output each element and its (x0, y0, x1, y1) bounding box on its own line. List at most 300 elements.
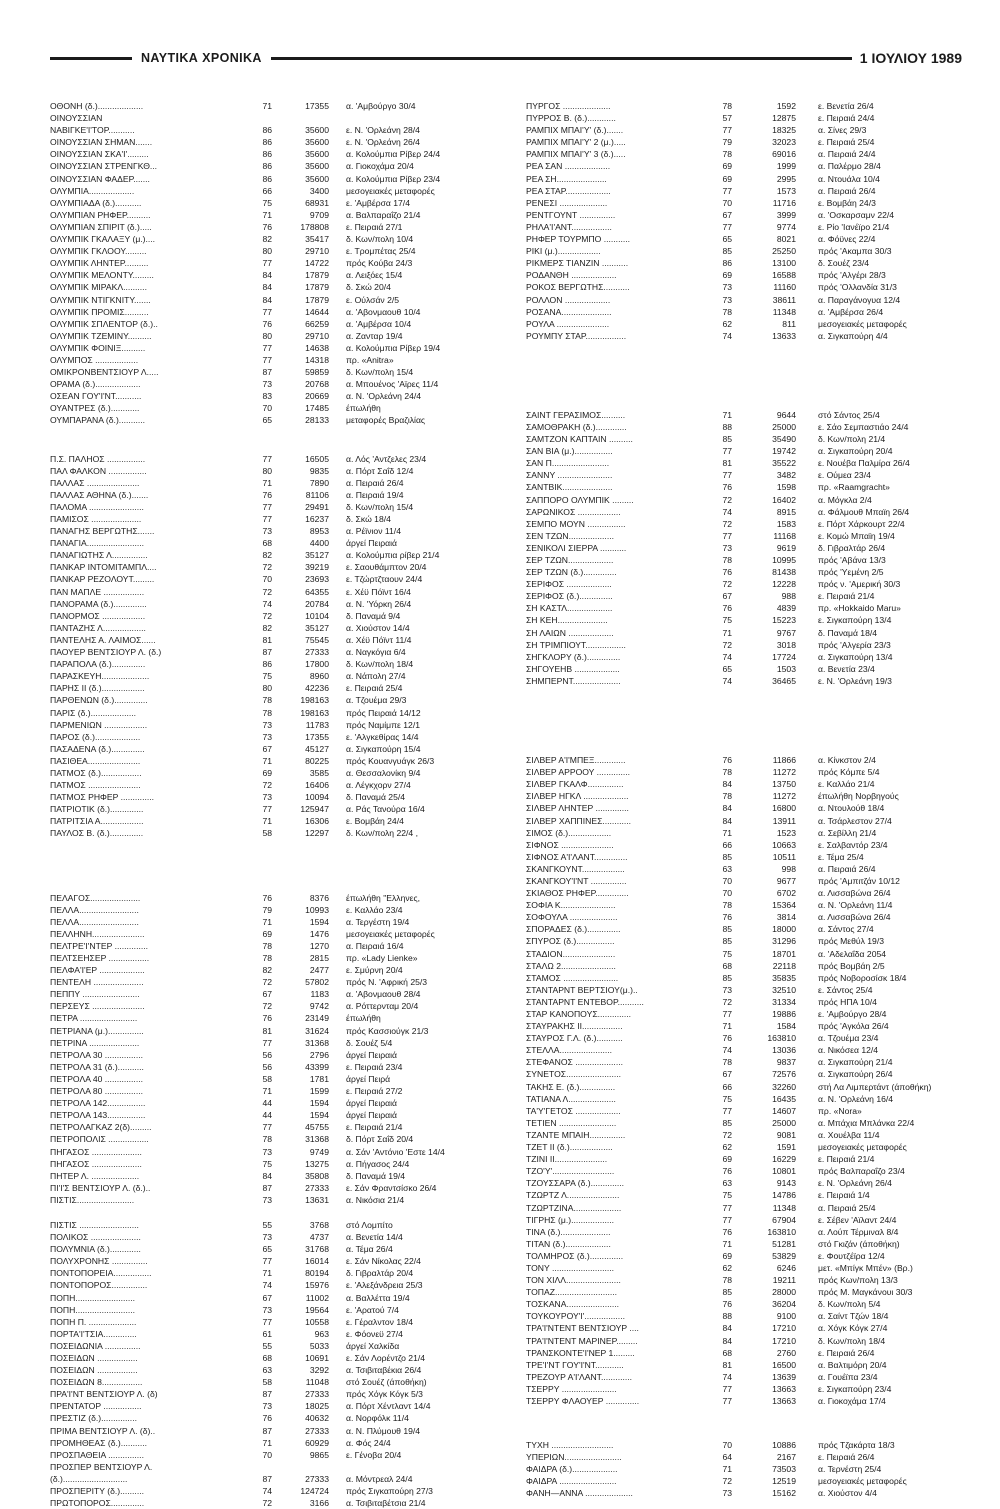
ship-name: ΟΛΥΜΠΙΚ ΠΡΟΜΙΣ.......... (50, 306, 149, 317)
tonnage: 27333 (305, 1389, 329, 1400)
ship-row (50, 1461, 466, 1473)
ship-location: α. Λέγκχορν 27/4 (346, 780, 411, 791)
ship-row (526, 1020, 966, 1032)
ship-row (526, 639, 966, 651)
tonnage: 68931 (305, 197, 329, 208)
tonnage: 80194 (305, 1268, 329, 1279)
tonnage: 66259 (305, 318, 329, 329)
ship-location: ε. Πειραιά 26/4 (818, 1452, 875, 1463)
build-year: 77 (722, 1383, 732, 1394)
tonnage: 2477 (309, 965, 329, 976)
ship-row (526, 269, 966, 281)
ship-location: δ. Κων/πολη 10/4 (346, 234, 414, 245)
ship-location: α. Πειραιά 26/4 (818, 185, 876, 196)
tonnage: 13639 (772, 1371, 796, 1382)
ship-name: ΠΕΤΡΟΠΟΛΙΣ ................. (50, 1134, 149, 1145)
tonnage: 53829 (772, 1250, 796, 1261)
ship-location: πρός Σιγκαπούρη 27/3 (346, 1486, 433, 1497)
tonnage: 43399 (305, 1061, 329, 1072)
ship-location: α. 'Αμβέρσα 10/4 (346, 318, 412, 329)
tonnage: 17210 (772, 1335, 796, 1346)
right-ship-column (526, 100, 966, 1500)
tonnage: 8376 (309, 892, 329, 903)
ship-row (526, 651, 966, 663)
build-year: 70 (262, 403, 272, 414)
ship-location: ε. Καλλάο 21/4 (818, 779, 875, 790)
ship-row (50, 1061, 466, 1073)
ship-row (526, 778, 966, 790)
ship-location: ε. Σαλβαντόρ 23/4 (818, 839, 888, 850)
ship-row (50, 892, 466, 904)
ship-location: στή Λα Λιμπερτάντ (άποθήκη) (818, 1081, 932, 1092)
build-year: 74 (262, 598, 272, 609)
ship-row (50, 1121, 466, 1133)
tonnage: 1594 (309, 916, 329, 927)
ship-name: ΤΖΟΥΣΣΑΡΑ (δ.).............. (526, 1178, 625, 1189)
build-year: 77 (722, 1105, 732, 1116)
build-year: 72 (262, 586, 272, 597)
ship-name: ΠΑΝΚΑΡ ΡΕΖΟΛΟΥΤ......... (50, 574, 155, 585)
ship-location: ε. Σάν Νίκολας 22/4 (346, 1256, 421, 1267)
ship-row (526, 245, 966, 257)
tonnage: 163810 (767, 1226, 796, 1237)
ship-row (526, 911, 966, 923)
ship-location: πρός 'Ακαμπα 30/3 (818, 246, 892, 257)
ship-row (50, 682, 466, 694)
ship-location: πρ. «Hokkaido Maru» (818, 603, 901, 614)
build-year: 87 (262, 1182, 272, 1193)
tonnage: 9837 (776, 1057, 796, 1068)
build-year: 70 (262, 1449, 272, 1460)
tonnage: 67904 (772, 1214, 796, 1225)
ship-row (526, 1056, 966, 1068)
build-year: 78 (262, 707, 272, 718)
tonnage: 16402 (772, 494, 796, 505)
ship-row (50, 197, 466, 209)
tonnage: 198163 (300, 707, 329, 718)
ship-name: ΠΙΣΤΙΣ........................ (50, 1194, 135, 1205)
tonnage: 125947 (300, 804, 329, 815)
ship-name: ΠΡΙΜΑ ΒΕΝΤΣΙΟΥΡ Λ. (δ).. (50, 1425, 156, 1436)
ship-name: ΠΟΠΗ......................... (50, 1292, 135, 1303)
ship-name: ΠΑΛ ΦΑΛΚΟΝ ................ (50, 465, 147, 476)
ship-row (50, 1267, 466, 1279)
tonnage: 2167 (776, 1452, 796, 1463)
ship-location: α. Ντουλούθ 18/4 (818, 803, 885, 814)
ship-location: πρός ν. 'Αμερική 30/3 (818, 579, 901, 590)
ship-row (50, 904, 466, 916)
tonnage: 4839 (776, 603, 796, 614)
tonnage: 29710 (305, 246, 329, 257)
ship-row (526, 1451, 966, 1463)
build-year: 65 (722, 663, 732, 674)
ship-location: πρός 'Αβάνα 13/3 (818, 555, 886, 565)
ship-location: δ. Κων/πολη 21/4 (818, 434, 886, 445)
build-year: 77 (262, 306, 272, 317)
tonnage: 15364 (772, 900, 796, 911)
ship-row (50, 124, 466, 136)
ship-name: ΠΑΡΗΣ ΙΙ (δ.).................. (50, 683, 145, 694)
tonnage: 3814 (776, 912, 796, 923)
tonnage: 10094 (305, 792, 329, 803)
ship-name: ΠΑΝΑΓΙΩΤΗΣ Λ............... (50, 550, 148, 561)
ship-name: ΟΛΥΜΠΙΑΔΑ (δ.)........... (50, 197, 142, 208)
build-year: 85 (722, 434, 732, 445)
ship-row (50, 694, 466, 706)
tonnage: 16237 (305, 514, 329, 524)
ship-name: ΟΛΥΜΠΙΚ ΣΠΛΕΝΤΟΡ (δ.).. (50, 318, 158, 329)
ship-name: ΠΑΝΚΑΡ ΙΝΤΟΜΙΤΑΜΠΛ.... (50, 562, 157, 573)
ship-name: ΠΟΛΙΚΟΣ ..................... (50, 1232, 141, 1243)
ship-location: πρός Ν. 'Αφρική 25/3 (346, 977, 428, 988)
ship-row (50, 537, 466, 549)
ship-row (50, 586, 466, 598)
build-year: 84 (262, 294, 272, 305)
ship-name: ΣΤΑΛΩ 2....................... (526, 960, 616, 971)
ship-name: ΣΤΑΥΡΑΚΗΣ ΙΙ................. (526, 1021, 623, 1032)
ship-name: ΠΕΤΡΙΝΑ ..................... (50, 1037, 140, 1048)
ship-row (526, 1032, 966, 1044)
ship-row (526, 318, 966, 330)
ship-row (526, 1274, 966, 1286)
tonnage: 18025 (305, 1401, 329, 1412)
ship-location: ε. Πειραιά 26/4 (818, 1347, 875, 1358)
build-year: 75 (262, 1158, 272, 1169)
tonnage: 10511 (772, 851, 796, 862)
ship-row (526, 802, 966, 814)
tonnage: 10104 (305, 610, 329, 621)
build-year: 75 (722, 1093, 732, 1104)
ship-row (526, 984, 966, 996)
ship-row (50, 1340, 466, 1352)
build-year: 69 (722, 161, 732, 172)
ship-row (50, 100, 466, 112)
tonnage: 11168 (773, 530, 796, 541)
ship-name: ΡΟΚΟΣ ΒΕΡΓΩΤΗΣ........... (526, 282, 630, 293)
ship-name: ΠΕΠΠΥ ........................ (50, 989, 140, 1000)
ship-row (526, 1322, 966, 1334)
ship-row (50, 318, 466, 330)
ship-location: ε. Πειραιά 25/4 (346, 683, 403, 694)
build-year: 74 (722, 651, 732, 662)
ship-name: ΤΥΧΗ .......................... (526, 1440, 614, 1451)
tonnage: 9709 (309, 209, 329, 220)
tonnage: 35600 (305, 173, 329, 184)
ship-row (526, 1359, 966, 1371)
ship-name: ΠΕΤΡΟΛΑΓΚΑΖ 2(δ)......... (50, 1122, 152, 1133)
ship-name: ΣΠΥΡΟΣ (δ.)................ (526, 936, 615, 947)
tonnage: 1591 (776, 1142, 796, 1153)
build-year: 84 (262, 270, 272, 281)
ship-location: α. 'Αμβούργο 30/4 (346, 101, 416, 111)
ship-location: α. Πόρτ Σαΐδ 12/4 (346, 465, 414, 476)
build-year: 87 (262, 647, 272, 658)
ship-name: ΠΟΝΤΟΠΟΡΟΣ............... (50, 1280, 148, 1291)
ship-location: α. Μόγκλα 2/4 (818, 494, 872, 505)
tonnage: 1594 (309, 1098, 329, 1109)
ship-group (50, 892, 466, 1206)
ship-row (526, 233, 966, 245)
ship-row (50, 1255, 466, 1267)
tonnage: 11160 (773, 282, 796, 293)
header-rule-right (271, 57, 852, 60)
ship-name: ΡΕΝΕΣΙ .................... (526, 197, 608, 208)
tonnage: 51281 (772, 1238, 796, 1249)
build-year: 70 (722, 888, 732, 899)
tonnage: 9749 (309, 1146, 329, 1157)
ship-location: άργεί Πειραιά (346, 1098, 397, 1109)
tonnage: 1999 (776, 161, 796, 172)
ship-location: ε. Ούμεα 23/4 (818, 470, 871, 481)
tonnage: 16800 (772, 803, 796, 814)
tonnage: 4737 (309, 1232, 329, 1243)
ship-name: ΡΟΥΜΠΥ ΣΤΑΡ................. (526, 330, 627, 341)
tonnage: 3018 (776, 639, 796, 650)
ship-location: μεταφορές Βραζιλίας (346, 415, 426, 426)
tonnage: 198163 (300, 695, 329, 706)
build-year: 73 (262, 1232, 272, 1243)
ship-row (50, 453, 466, 465)
ship-location: ε. Ν. 'Ορλεάνη 26/4 (346, 137, 420, 148)
ship-location: ε. Γένοβα 20/4 (346, 1449, 402, 1460)
build-year: 65 (722, 234, 732, 245)
ship-location: α. Τεργέστη 19/4 (346, 916, 410, 927)
tonnage: 9835 (309, 465, 329, 476)
ship-row (50, 1485, 466, 1497)
ship-row (526, 481, 966, 493)
tonnage: 28000 (772, 1287, 796, 1298)
tonnage: 178808 (300, 221, 329, 232)
ship-name: ΣΚΑΝΓΚΟΥ'Ι'ΝΤ ............... (526, 875, 627, 886)
ship-row (526, 675, 966, 687)
tonnage: 11716 (772, 197, 796, 208)
ship-location: πρός Κουανγυάγκ 26/3 (346, 755, 435, 766)
ship-location: α. Πειραιά 16/4 (346, 940, 404, 951)
tonnage: 16306 (305, 816, 329, 827)
build-year: 67 (722, 209, 732, 220)
ship-row (50, 1109, 466, 1121)
build-year: 72 (722, 518, 732, 529)
ship-name: ΠΟΣΕΙΔΩΝ ................. (50, 1365, 138, 1376)
ship-row (50, 1437, 466, 1449)
ship-location: α. Ν. Πλύμουθ 19/4 (346, 1425, 421, 1436)
ship-name: ΠΟΠΗ Π. .................... (50, 1316, 137, 1327)
build-year: 55 (262, 1340, 272, 1351)
build-year: 77 (262, 354, 272, 365)
build-year: 81 (262, 634, 272, 645)
ship-name: ΠΑΟΥΕΡ ΒΕΝΤΣΙΟΥΡ Λ. (δ.) (50, 647, 162, 658)
ship-name: ΡΟΣΑΝΑ..................... (526, 306, 612, 317)
tonnage: 57802 (305, 977, 329, 988)
ship-location: πρός 'Αμπιτζάν 10/12 (818, 875, 900, 886)
build-year: 86 (262, 125, 272, 136)
ship-row (50, 610, 466, 622)
tonnage: 15976 (305, 1280, 329, 1291)
ship-location: άργεί Χαλκίδα (346, 1340, 400, 1351)
ship-name: ΠΟΛΥΜΝΙΑ (δ.)............. (50, 1244, 141, 1255)
ship-row (50, 1352, 466, 1364)
ship-location: ε. Σάο Σεμπαστιάο 24/4 (818, 421, 909, 432)
ship-location: α. Θεσσαλονίκη 9/4 (346, 767, 421, 778)
ship-row (50, 779, 466, 791)
ship-location: πρός 'Αλγερία 23/3 (818, 639, 891, 650)
build-year: 77 (722, 221, 732, 232)
ship-row (526, 602, 966, 614)
ship-row (50, 1097, 466, 1109)
ship-name: ΣΙΛΒΕΡ ΑΡΡΟΟΥ .............. (526, 767, 631, 778)
ship-row (526, 469, 966, 481)
ship-name: ΡΟΛΛΟΝ ................... (526, 294, 611, 305)
ship-row (50, 136, 466, 148)
tonnage: 25000 (772, 1117, 796, 1128)
tonnage: 75545 (305, 634, 329, 645)
tonnage: 17355 (305, 731, 329, 742)
tonnage: 35600 (305, 149, 329, 160)
tonnage: 35600 (305, 125, 329, 136)
ship-row (50, 598, 466, 610)
build-year: 66 (722, 1081, 732, 1092)
ship-row (50, 281, 466, 293)
ship-name: ΣΠΟΡΑΔΕΣ (δ.).............. (526, 924, 621, 935)
ship-name: ΣΤΑΜΟΣ ....................... (526, 972, 619, 983)
ship-row (526, 590, 966, 602)
ship-row (526, 1335, 966, 1347)
tonnage: 31368 (305, 1037, 329, 1048)
build-year: 76 (722, 567, 732, 578)
build-year: 84 (722, 1323, 732, 1334)
ship-name: ΠΟΡΤΑ'Ι'ΤΣΙΑ.............. (50, 1328, 137, 1339)
ship-row (50, 622, 466, 634)
ship-location: α. Λούπ Τέρμιναλ 8/4 (818, 1226, 899, 1237)
ship-row (50, 791, 466, 803)
ship-location: άργεί Πειραιά (346, 1049, 397, 1060)
ship-location: α. Βαλτιμόρη 20/4 (818, 1359, 887, 1370)
ship-name: ΠΑΜΙΣΟΣ ..................... (50, 514, 142, 524)
ship-name: ΣΟΦΟΥΛΑ .................... (526, 912, 618, 923)
ship-row (526, 899, 966, 911)
ship-row (50, 1328, 466, 1340)
build-year: 71 (262, 1437, 272, 1448)
build-year: 78 (262, 1134, 272, 1145)
ship-name: ΣΗ ΚΕΗ..................... (526, 615, 608, 626)
ship-row (50, 634, 466, 646)
ship-location: δ. Κων/πολη 18/4 (818, 1335, 886, 1346)
ship-location: α. 'Οσκαρσαμν 22/4 (818, 209, 895, 220)
tonnage: 5033 (309, 1340, 329, 1351)
tonnage: 15223 (772, 615, 796, 626)
build-year: 78 (262, 940, 272, 951)
ship-location: ε. Ούλσάν 2/5 (346, 294, 400, 305)
ship-name: ΟΡΑΜΑ (δ.)................... (50, 379, 141, 390)
ship-row (526, 790, 966, 802)
ship-row (50, 160, 466, 172)
tonnage: 19886 (772, 1009, 796, 1019)
build-year: 44 (262, 1098, 272, 1109)
ship-row (50, 1073, 466, 1085)
ship-row (526, 148, 966, 160)
build-year: 80 (262, 246, 272, 257)
ship-row (50, 1231, 466, 1243)
build-year: 73 (262, 1304, 272, 1315)
ship-location: α. Κολούμπια Ρίβερ 23/4 (346, 173, 441, 184)
ship-location: πρός Μεθύλ 19/3 (818, 936, 885, 947)
ship-location: α. Σιγκαπούρη 4/4 (818, 330, 888, 341)
ship-name: ΣΤΑΥΡΟΣ Γ.Λ. (δ.)........... (526, 1033, 623, 1044)
build-year: 56 (262, 1061, 272, 1072)
build-year: 86 (262, 161, 272, 172)
tonnage: 17355 (305, 101, 329, 111)
build-year: 63 (262, 1365, 272, 1376)
build-year: 73 (722, 294, 732, 305)
build-year: 88 (722, 421, 732, 432)
build-year: 86 (262, 137, 272, 148)
build-year: 74 (262, 1486, 272, 1497)
ship-row (50, 513, 466, 525)
ship-location: πρός 'Ολλανδία 31/3 (818, 282, 897, 293)
ship-row (526, 1487, 966, 1499)
ship-location: πρός ΗΠΑ 10/4 (818, 996, 877, 1007)
build-year: 73 (262, 1146, 272, 1157)
ship-row (50, 390, 466, 402)
ship-name: ΠΕΛΤΡΕ'Ι'ΝΤΕΡ .............. (50, 940, 149, 951)
tonnage: 963 (314, 1328, 329, 1339)
build-year: 79 (262, 904, 272, 915)
build-year: 62 (722, 1262, 732, 1273)
tonnage: 29491 (305, 501, 329, 512)
ship-name: ΠΟΝΤΟΠΟΡΕΙΑ................ (50, 1268, 152, 1279)
ship-row (526, 294, 966, 306)
tonnage: 36204 (772, 1299, 796, 1310)
ship-location: α. 'Αβονμαουθ 10/4 (346, 306, 421, 317)
build-year: 74 (722, 1371, 732, 1382)
tonnage: 72576 (772, 1069, 796, 1080)
ship-name: ΠΕΛΤΣΕΗΣΕΡ ................. (50, 953, 150, 963)
build-year: 81 (262, 1025, 272, 1036)
ship-row (526, 1262, 966, 1274)
build-year: 84 (722, 815, 732, 826)
ship-location: δ. Σκώ 18/4 (346, 514, 391, 524)
ship-row (50, 1049, 466, 1061)
ship-row (526, 1214, 966, 1226)
ship-row (50, 976, 466, 988)
ship-location: δ. Κων/πολη 15/4 (346, 501, 414, 512)
tonnage: 16435 (772, 1093, 796, 1104)
ship-name: ΣΑΝΝΥ ....................... (526, 470, 613, 481)
ship-name: ΣΗ ΚΑΣΤΛ................... (526, 603, 613, 614)
build-year: 76 (722, 755, 732, 766)
tonnage: 12297 (305, 828, 329, 839)
build-year: 81 (722, 1359, 732, 1370)
ship-row (526, 136, 966, 148)
build-year: 77 (262, 453, 272, 464)
ship-row (50, 1473, 466, 1485)
ship-location: α. Ναγκόγια 6/4 (346, 647, 406, 658)
ship-location: ε. Πειραιά 25/4 (818, 137, 875, 148)
build-year: 72 (262, 562, 272, 573)
build-year: 61 (262, 1328, 272, 1339)
build-year: 77 (722, 446, 732, 457)
ship-location: δ. Σκώ 20/4 (346, 282, 391, 293)
ship-row (526, 1117, 966, 1129)
ship-row (50, 1279, 466, 1291)
ship-name: ΣΤΑΔΙΟΝ...................... (526, 948, 616, 959)
ship-name: ΤΡΑΝΣΚΟΝΤΕ'Ι'ΝΕΡ 1......... (526, 1347, 635, 1358)
tonnage: 13911 (772, 815, 796, 826)
ship-name: ΡΗΦΕΡ ΤΟΥΡΜΠΟ ........... (526, 234, 631, 245)
ship-location: α. Λός 'Αντζελες 23/4 (346, 453, 427, 464)
build-year: 76 (262, 1413, 272, 1424)
tonnage: 9143 (776, 1178, 796, 1189)
